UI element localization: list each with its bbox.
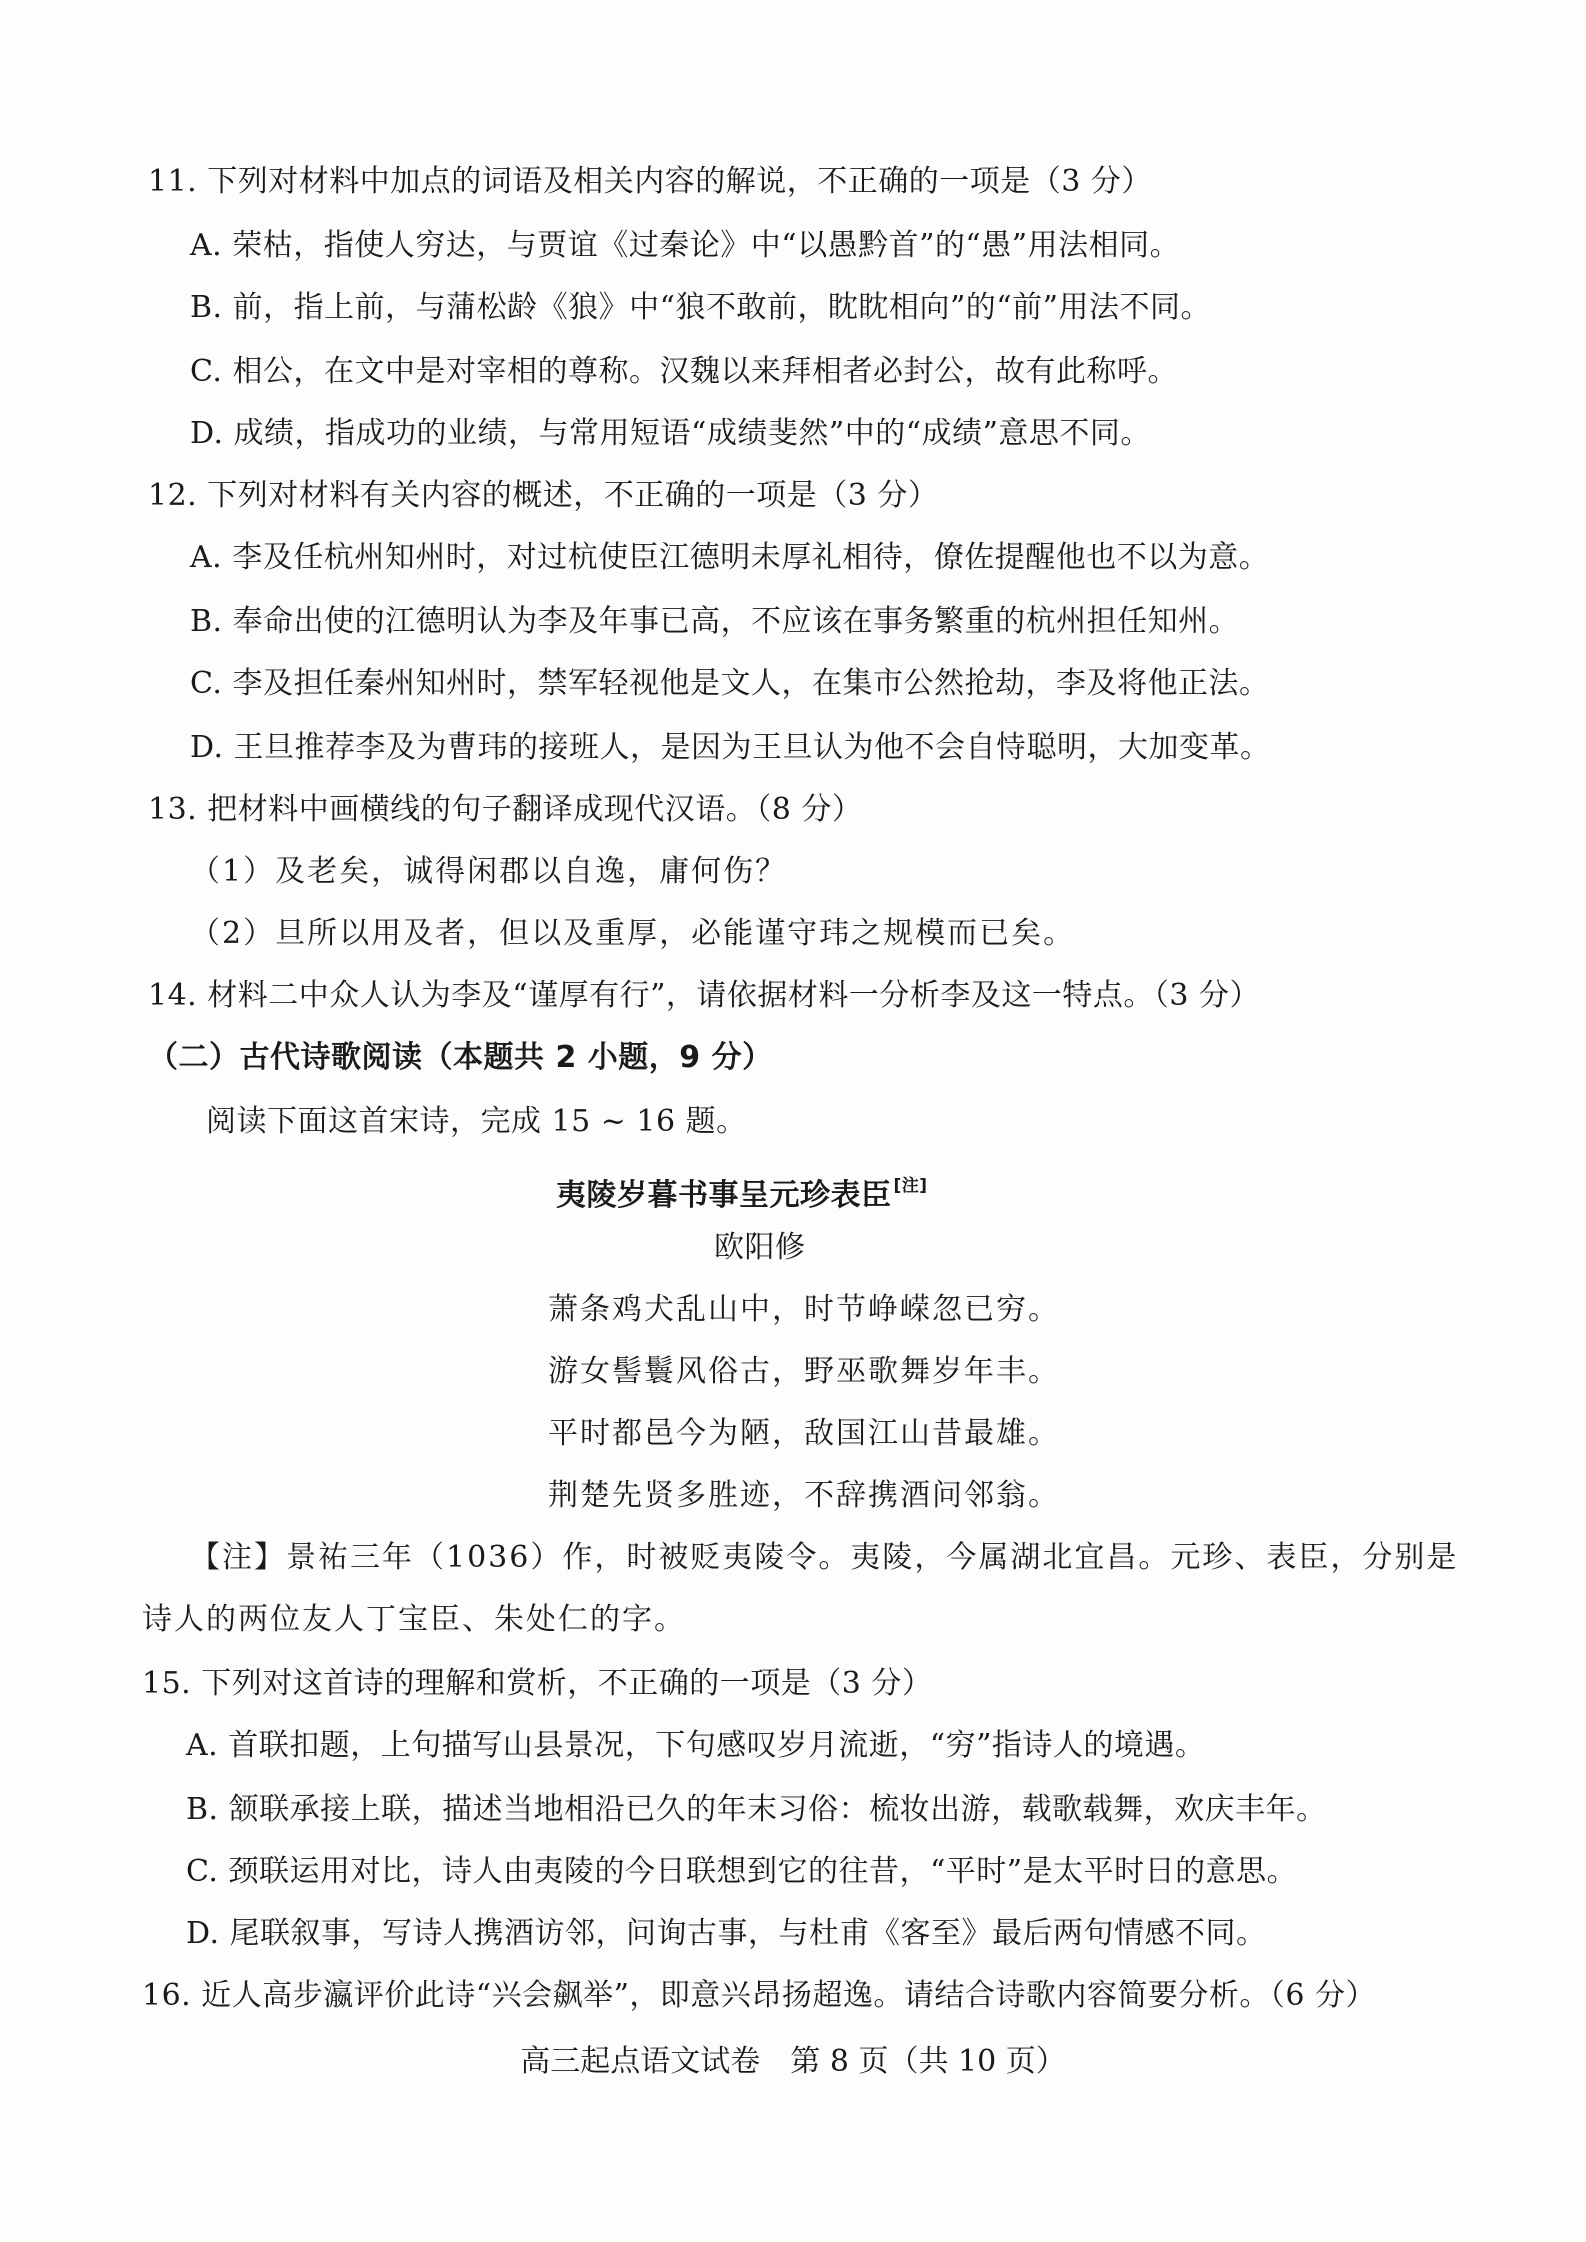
section-heading: （二）古代诗歌阅读（本题共 2 小题，9 分） [148,1040,773,1075]
poem-line-1: 萧条鸡犬乱山中，时节峥嵘忽已穷。 [548,1292,1060,1327]
section-intro: 阅读下面这首宋诗，完成 15 ~ 16 题。 [206,1104,747,1139]
poem-line-4: 荆楚先贤多胜迹，不辞携酒问邻翁。 [548,1478,1060,1513]
poem-title: 夷陵岁暮书事呈元珍表臣 [注] [556,1176,928,1213]
q11-option-b: B. 前，指上前，与蒲松龄《狼》中“狼不敢前，眈眈相向”的“前”用法不同。 [190,290,1211,325]
q12-option-a: A. 李及任杭州知州时，对过杭使臣江德明未厚礼相待，僚佐提醒他也不以为意。 [190,540,1270,575]
q11-option-c: C. 相公，在文中是对宰相的尊称。汉魏以来拜相者必封公，故有此称呼。 [190,354,1178,389]
poem-note-line-2: 诗人的两位友人丁宝臣、朱处仁的字。 [142,1602,686,1637]
q13-sentence-1: （1）及老矣，诚得闲郡以自逸，庸何伤？ [190,854,788,889]
q13-stem: 13. 把材料中画横线的句子翻译成现代汉语。（8 分） [148,792,863,827]
page-footer: 高三起点语文试卷 第 8 页（共 10 页） [520,2044,1066,2079]
poem-note-line-1: 【注】景祐三年（1036）作，时被贬夷陵令。夷陵，今属湖北宜昌。元珍、表臣，分别是 [190,1540,1459,1575]
q11-option-d: D. 成绩，指成功的业绩，与常用短语“成绩斐然”中的“成绩”意思不同。 [190,416,1151,451]
q14-stem: 14. 材料二中众人认为李及“谨厚有行”，请依据材料一分析李及这一特点。（3 分） [148,978,1261,1013]
q12-option-c: C. 李及担任秦州知州时，禁军轻视他是文人，在集市公然抢劫，李及将他正法。 [190,666,1270,701]
q15-option-a: A. 首联扣题，上句描写山县景况，下句感叹岁月流逝，“穷”指诗人的境遇。 [186,1728,1206,1763]
q15-option-c: C. 颈联运用对比，诗人由夷陵的今日联想到它的往昔，“平时”是太平时日的意思。 [186,1854,1298,1889]
q13-sentence-2: （2）旦所以用及者，但以及重厚，必能谨守玮之规模而已矣。 [190,916,1076,951]
q12-stem: 12. 下列对材料有关内容的概述，不正确的一项是（3 分） [148,478,939,513]
q11-option-a: A. 荣枯，指使人穷达，与贾谊《过秦论》中“以愚黔首”的“愚”用法相同。 [190,228,1181,263]
q15-option-b: B. 颔联承接上联，描述当地相沿已久的年末习俗：梳妆出游，载歌载舞，欢庆丰年。 [186,1792,1327,1827]
poem-author: 欧阳修 [714,1230,806,1265]
poem-line-3: 平时都邑今为陋，敌国江山昔最雄。 [548,1416,1060,1451]
poem-line-2: 游女髻鬟风俗古，野巫歌舞岁年丰。 [548,1354,1060,1389]
q12-option-b: B. 奉命出使的江德明认为李及年事已高，不应该在事务繁重的杭州担任知州。 [190,604,1240,639]
q11-stem: 11. 下列对材料中加点的词语及相关内容的解说，不正确的一项是（3 分） [148,164,1152,199]
q15-option-d: D. 尾联叙事，写诗人携酒访邻，问询古事，与杜甫《客至》最后两句情感不同。 [186,1916,1267,1951]
q15-stem: 15. 下列对这首诗的理解和赏析，不正确的一项是（3 分） [142,1666,933,1701]
poem-title-note: [注] [893,1176,928,1196]
q12-option-d: D. 王旦推荐李及为曹玮的接班人，是因为王旦认为他不会自恃聪明，大加变革。 [190,730,1271,765]
q16-stem: 16. 近人高步瀛评价此诗“兴会飙举”，即意兴昂扬超逸。请结合诗歌内容简要分析。（6 分） [142,1978,1377,2013]
